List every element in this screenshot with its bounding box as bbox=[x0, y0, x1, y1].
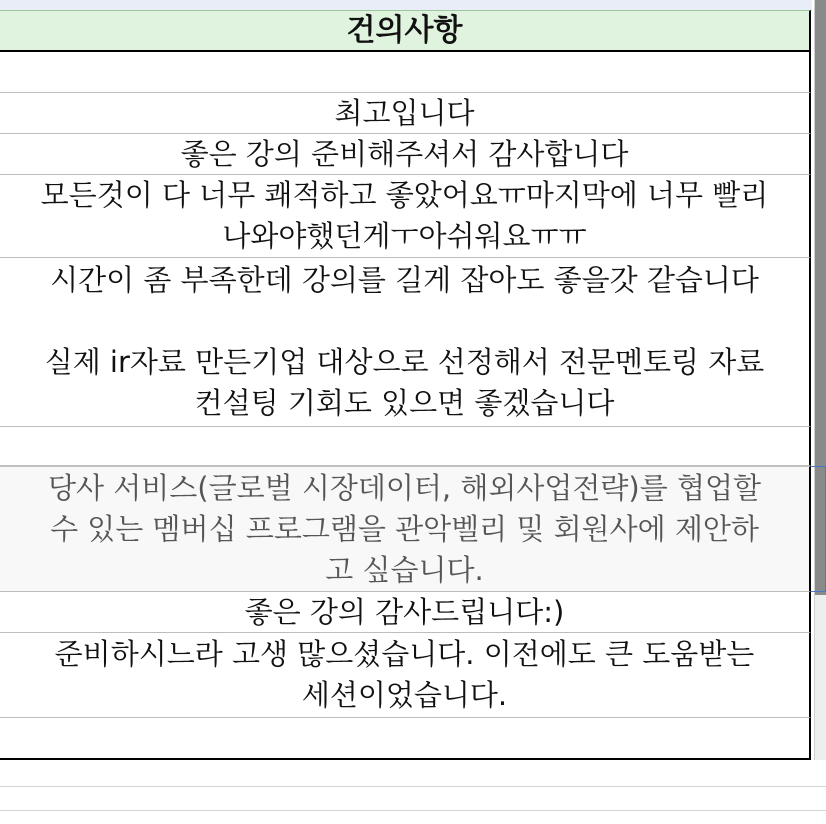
table-row[interactable]: 좋은 강의 준비해주셔서 감사합니다 bbox=[0, 134, 811, 175]
empty-row-gridline bbox=[0, 786, 826, 787]
table-row[interactable] bbox=[0, 52, 811, 93]
table-row[interactable] bbox=[0, 427, 811, 466]
table-row[interactable]: 좋은 강의 감사드립니다:) bbox=[0, 592, 811, 633]
selection-border bbox=[811, 466, 826, 592]
table-row[interactable] bbox=[0, 718, 811, 760]
table-row[interactable]: 모든것이 다 너무 쾌적하고 좋았어요ㅠ마지막에 너무 빨리 나와야했던게ㅜ아쉬워요ㅠㅠ bbox=[0, 175, 811, 258]
table-row[interactable]: 최고입니다 bbox=[0, 93, 811, 134]
selected-table-row[interactable]: 당사 서비스(글로벌 시장데이터, 해외사업전략)를 협업할 수 있는 멤버십 프로그램을 관악벨리 및 회원사에 제안하 고 싶습니다. bbox=[0, 466, 811, 592]
empty-row-gridline bbox=[0, 810, 826, 811]
column-header-cell[interactable]: 건의사항 bbox=[0, 10, 811, 52]
table-row[interactable]: 시간이 좀 부족한데 강의를 길게 잡아도 좋을갓 같습니다 실제 ir자료 만든기업 대상으로 선정해서 전문멘토링 자료 컨설팅 기회도 있으면 좋겠습니다 bbox=[0, 258, 811, 427]
table-row[interactable]: 준비하시느라 고생 많으셨습니다. 이전에도 큰 도움받는 세션이었습니다. bbox=[0, 633, 811, 718]
